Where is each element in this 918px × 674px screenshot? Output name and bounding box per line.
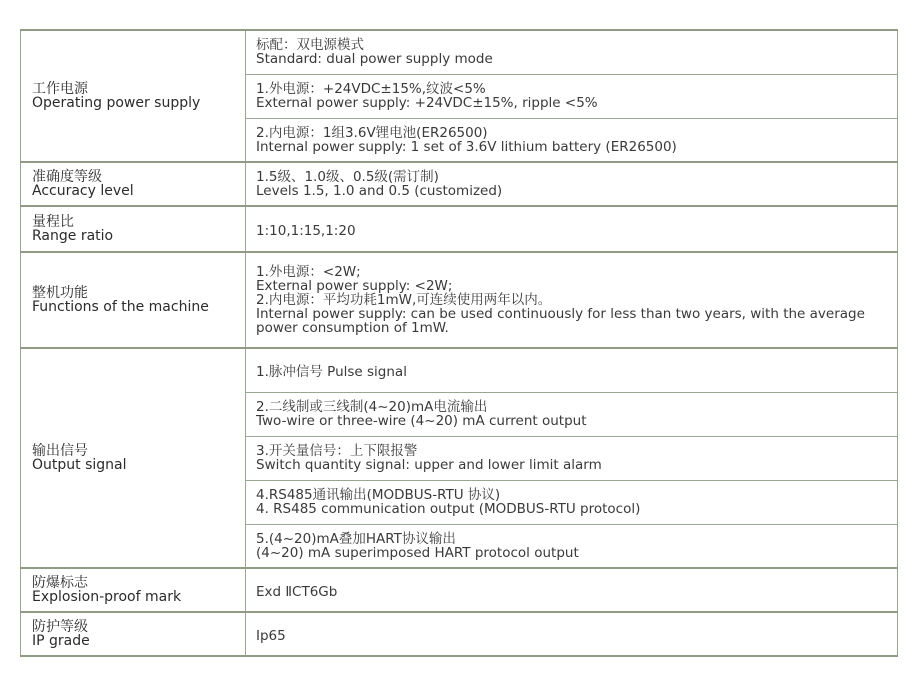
accuracy-row: [21, 162, 898, 206]
functions-line: power consumption of 1mW.: [256, 320, 449, 336]
explosion-label-zh: 防爆标志: [32, 575, 88, 591]
functions-label-cell: [21, 252, 246, 348]
protection-row: [21, 612, 898, 656]
output-label-en: Output signal: [32, 457, 127, 473]
power-standard-en: Standard: dual power supply mode: [256, 51, 493, 68]
output-switch-zh: 3.开关量信号：上下限报警: [256, 443, 418, 459]
power-label-zh: 工作电源: [32, 81, 88, 97]
range-label-zh: 量程比: [32, 214, 74, 230]
functions-value: [246, 252, 898, 348]
power-value-internal: [246, 118, 898, 162]
explosion-value-text: Exd ⅡCT6Gb: [256, 583, 338, 600]
range-label-en: Range ratio: [32, 228, 114, 244]
functions-line: Internal power supply: can be used continuously for less than two years, with the average: [256, 306, 865, 322]
accuracy-zh: 1.5级、1.0级、0.5级(需订制): [256, 169, 439, 185]
power-value-external: [246, 74, 898, 118]
functions-line: 2.内电源：平均功耗1mW,可连续使用两年以内。: [256, 292, 552, 308]
output-current-en: Two-wire or three-wire (4~20) mA current output: [256, 413, 587, 429]
protection-value: [246, 612, 898, 656]
protection-label-en: IP grade: [32, 633, 90, 649]
output-current-zh: 2.二线制或三线制(4~20)mA电流输出: [256, 399, 488, 415]
power-label-en: Operating power supply: [32, 95, 201, 111]
accuracy-value: [246, 162, 898, 206]
explosion-label-en: Explosion-proof mark: [32, 589, 182, 605]
protection-label-cell: [21, 612, 246, 656]
output-hart: [246, 524, 898, 568]
accuracy-label-cell: [21, 162, 246, 206]
output-hart-en: (4~20) mA superimposed HART protocol output: [256, 544, 579, 561]
output-hart-zh: 5.(4~20)mA叠加HART协议输出: [256, 530, 456, 547]
power-label-cell: [21, 30, 246, 162]
output-current: [246, 392, 898, 436]
protection-label-zh: 防护等级: [32, 619, 88, 635]
range-row: [21, 206, 898, 252]
accuracy-en: Levels 1.5, 1.0 and 0.5 (customized): [256, 183, 503, 199]
output-switch: [246, 436, 898, 480]
range-label-cell: [21, 206, 246, 252]
power-value-standard: [246, 30, 898, 74]
range-value: [246, 206, 898, 252]
output-label-zh: 输出信号: [32, 443, 88, 459]
protection-value-text: Ip65: [256, 627, 286, 644]
output-pulse: [246, 348, 898, 392]
output-label-cell: [21, 348, 246, 568]
output-switch-en: Switch quantity signal: upper and lower limit alarm: [256, 457, 602, 473]
output-pulse-text: 1.脉冲信号 Pulse signal: [256, 364, 407, 381]
functions-line: External power supply: <2W;: [256, 278, 453, 294]
accuracy-label-zh: 准确度等级: [32, 169, 102, 185]
explosion-value: [246, 568, 898, 612]
power-standard-zh: 标配：双电源模式: [256, 37, 364, 54]
power-internal-zh: 2.内电源：1组3.6V锂电池(ER26500): [256, 124, 488, 141]
output-rs485: [246, 480, 898, 524]
power-row: [21, 30, 898, 74]
functions-row: [21, 252, 898, 348]
power-internal-en: Internal power supply: 1 set of 3.6V lithium battery (ER26500): [256, 138, 677, 155]
functions-line: 1.外电源：<2W;: [256, 264, 361, 280]
explosion-label-cell: [21, 568, 246, 612]
accuracy-label-en: Accuracy level: [32, 183, 134, 199]
range-value-text: 1:10,1:15,1:20: [256, 222, 356, 239]
output-rs485-zh: 4.RS485通讯输出(MODBUS-RTU 协议): [256, 487, 501, 503]
output-rs485-en: 4. RS485 communication output (MODBUS-RTU protocol): [256, 501, 641, 517]
functions-label-en: Functions of the machine: [32, 299, 209, 315]
functions-label-zh: 整机功能: [32, 285, 88, 301]
explosion-row: [21, 568, 898, 612]
power-external-en: External power supply: +24VDC±15%, ripple <5%: [256, 95, 598, 111]
spec-table: [20, 29, 898, 657]
output-row: [21, 348, 898, 392]
power-external-zh: 1.外电源：+24VDC±15%,纹波<5%: [256, 81, 486, 97]
